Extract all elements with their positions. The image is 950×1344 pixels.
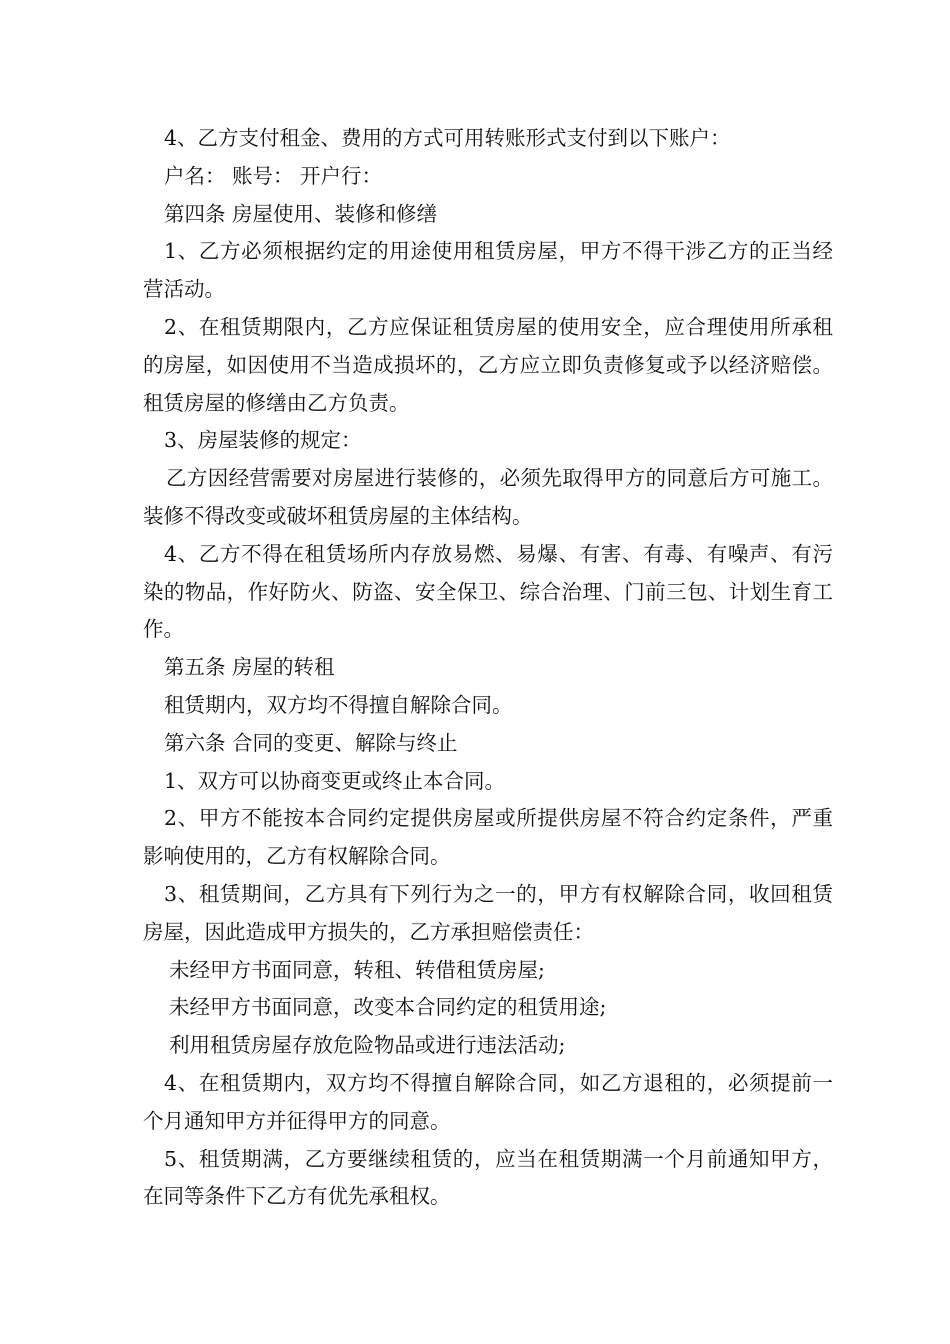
- list-item-breach-illegal: 利用租赁房屋存放危险物品或进行违法活动;: [169, 1033, 566, 1058]
- paragraph-renewal: 5、租赁期满，乙方要继续租赁的，应当在租赁期满一个月前通知甲方，在同等条件下乙方有优先承租权。: [143, 1146, 833, 1209]
- paragraph-sublease: 租赁期内，双方均不得擅自解除合同。: [164, 692, 513, 717]
- paragraph-usage-safety: 2、在租赁期限内，乙方应保证租赁房屋的使用安全，应合理使用所承租的房屋，如因使用不当造成损坏的，乙方应立即负责修复或予以经济赔偿。租赁房屋的修缮由乙方负责。: [143, 314, 833, 415]
- paragraph-account-info: 户名： 账号： 开户行：: [164, 163, 383, 188]
- paragraph-renovation-approval: 乙方因经营需要对房屋进行装修的，必须先取得甲方的同意后方可施工。装修不得改变或破坏租赁房屋的主体结构。: [143, 466, 833, 528]
- list-item-breach-purpose: 未经甲方书面同意，改变本合同约定的租赁用途;: [169, 995, 607, 1020]
- paragraph-mutual-change: 1、双方可以协商变更或终止本合同。: [164, 768, 506, 793]
- section-heading-article-6: 第六条 合同的变更、解除与终止: [164, 730, 458, 755]
- paragraph-payment-method: 4、乙方支付租金、费用的方式可用转账形式支付到以下账户：: [164, 126, 731, 150]
- document-body: [143, 120, 833, 1216]
- paragraph-early-termination: 4、在租赁期内，双方均不得擅自解除合同，如乙方退租的，必须提前一个月通知甲方并征得甲方的同意。: [143, 1070, 833, 1133]
- section-heading-article-4: 第四条 房屋使用、装修和修缮: [164, 201, 438, 226]
- list-item-breach-sublease: 未经甲方书面同意，转租、转借租赁房屋;: [169, 957, 545, 982]
- paragraph-landlord-breach: 2、甲方不能按本合同约定提供房屋或所提供房屋不符合约定条件，严重影响使用的，乙方有权解除合同。: [143, 806, 833, 869]
- section-heading-article-5: 第五条 房屋的转租: [164, 655, 335, 680]
- paragraph-renovation-rules: 3、房屋装修的规定：: [164, 428, 362, 453]
- paragraph-prohibited-items: 4、乙方不得在租赁场所内存放易燃、易爆、有害、有毒、有噪声、有污染的物品，作好防火、防盗、安全保卫、综合治理、门前三包、计划生育工作。: [143, 541, 833, 642]
- paragraph-usage-purpose: 1、乙方必须根据约定的用途使用租赁房屋，甲方不得干涉乙方的正当经营活动。: [143, 239, 833, 302]
- paragraph-tenant-breach: 3、租赁期间，乙方具有下列行为之一的，甲方有权解除合同，收回租赁房屋，因此造成甲方损失的，乙方承担赔偿责任：: [143, 881, 833, 944]
